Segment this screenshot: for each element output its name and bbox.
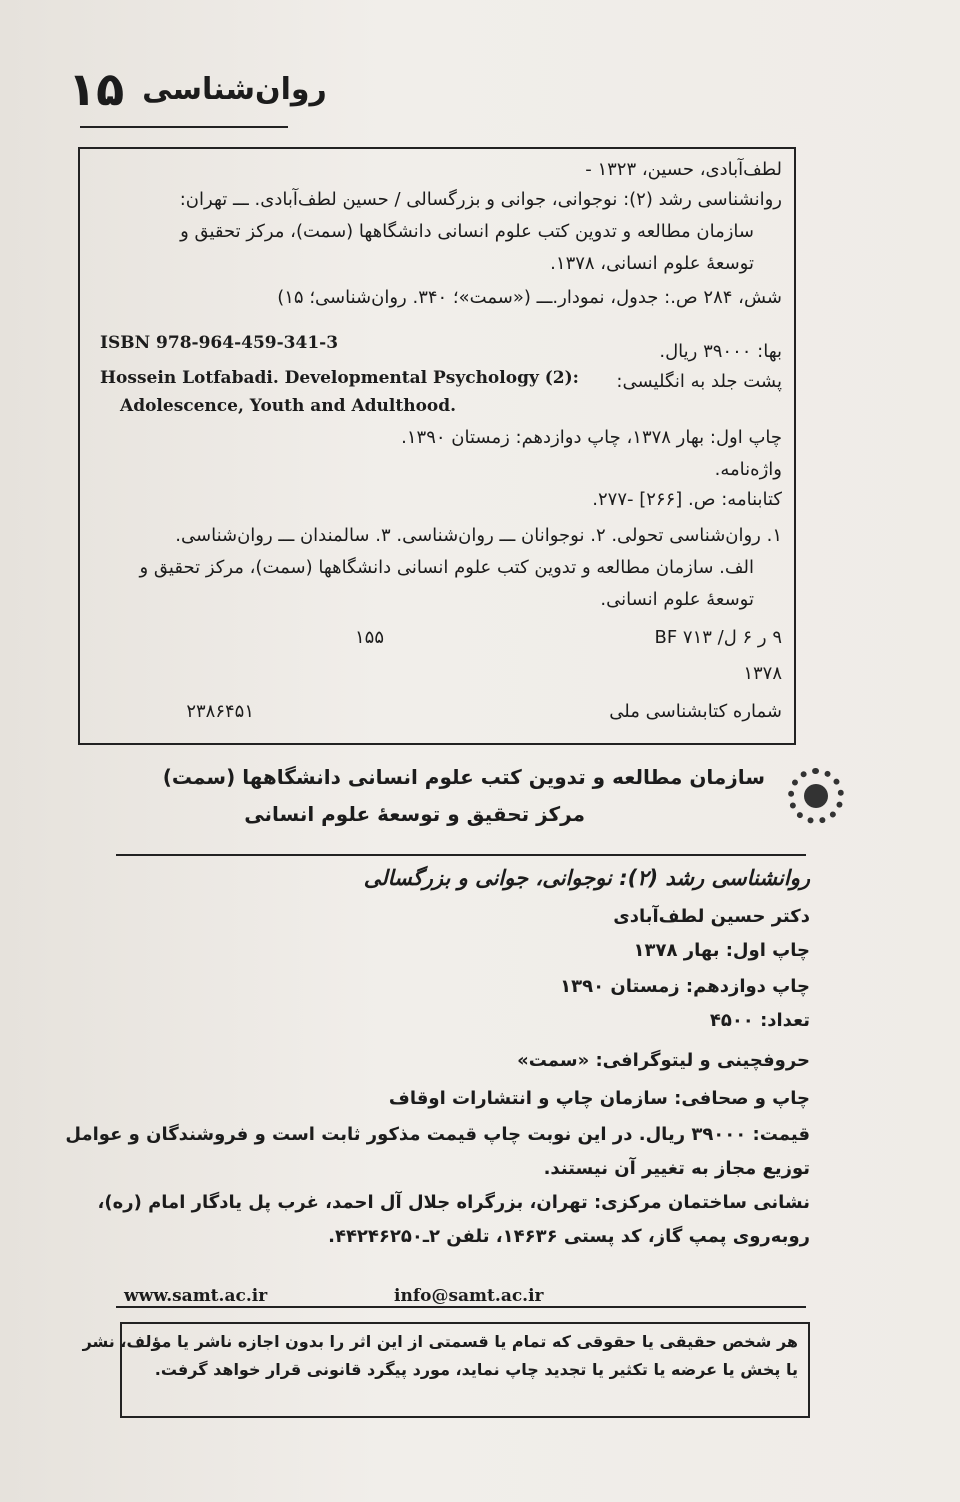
typesetting: حروفچینی و لیتوگرافی: «سمت» <box>517 1050 810 1071</box>
first-print: چاپ اول: بهار ۱۳۷۸ <box>633 940 810 961</box>
address-line2: روبه‌روی پمپ گاز، کد پستی ۱۴۶۳۶، تلفن ۲ـ۴۴۲۴۶۲۵۰. <box>328 1226 810 1247</box>
series-header <box>68 58 327 120</box>
catalog-english-title1: Hossein Lotfabadi. Developmental Psychology (2): <box>100 368 579 388</box>
catalog-isbn: ISBN 978-964-459-341-3 <box>100 333 339 353</box>
address-line1: نشانی ساختمان مرکزی: تهران، بزرگراه جلال آل احمد، غرب پل یادگار امام (ره)، <box>97 1192 810 1213</box>
book-author: دکتر حسین لطف‌آبادی <box>613 906 810 927</box>
notice-line1: هر شخص حقیقی یا حقوقی که تمام یا قسمتی از این اثر را بدون اجازه ناشر یا مؤلف، نشر <box>82 1332 798 1351</box>
catalog-added-entry1: الف. سازمان مطالعه و تدوین کتب علوم انسانی دانشگاهها (سمت)، مرکز تحقیق و <box>139 557 754 578</box>
contact-rule <box>116 1306 806 1308</box>
section-divider <box>116 854 806 856</box>
catalog-glossary: واژه‌نامه. <box>714 459 782 480</box>
series-number: ۱۵ <box>68 62 125 116</box>
catalog-year: ۱۳۷۸ <box>743 663 782 684</box>
email-link: info@samt.ac.ir <box>394 1286 544 1306</box>
cataloging-box <box>78 147 796 745</box>
catalog-editions: چاپ اول: بهار ۱۳۷۸، چاپ دوازدهم: زمستان ۱۳۹۰. <box>401 427 782 448</box>
catalog-price: بها: ۳۹۰۰۰ ریال. <box>659 341 782 362</box>
catalog-subjects: ۱. روان‌شناسی تحولی. ۲. نوجوانان ـــ روان‌شناسی. ۳. سالمندان ـــ روان‌شناسی. <box>175 525 782 546</box>
copyright-notice <box>82 1322 810 1418</box>
series-rule <box>80 126 288 128</box>
catalog-title-line1: روانشناسی رشد (۲): نوجوانی، جوانی و بزرگسالی / حسین لطف‌آبادی. ـــ تهران: <box>179 189 782 210</box>
catalog-added-entry2: توسعهٔ علوم انسانی. <box>600 589 754 610</box>
printing: چاپ و صحافی: سازمان چاپ و انتشارات اوقاف <box>388 1088 810 1109</box>
catalog-title-line3: توسعهٔ علوم انسانی، ۱۳۷۸. <box>550 253 754 274</box>
twelfth-print: چاپ دوازدهم: زمستان ۱۳۹۰ <box>560 976 810 997</box>
print-count: تعداد: ۴۵۰۰ <box>709 1010 810 1031</box>
catalog-lc-class: ۹ ر ۶ ل/ ۷۱۳ BF <box>654 627 782 648</box>
catalog-english-title2: Adolescence, Youth and Adulthood. <box>120 396 457 416</box>
notice-line2: یا پخش یا عرضه یا تکثیر یا تجدید چاپ نماید، مورد پیگرد قانونی قرار خواهد گرفت. <box>154 1360 798 1379</box>
catalog-national-number: ۲۳۸۶۴۵۱ <box>186 701 254 722</box>
book-title: روانشناسی رشد (۲): نوجوانی، جوانی و بزرگسالی <box>363 866 810 890</box>
series-name: روان‌شناسی <box>142 71 327 107</box>
catalog-bibliography: کتابنامه: ص. [۲۶۶] -۲۷۷. <box>592 489 782 510</box>
price-line2: توزیع مجاز به تغییر آن نیستند. <box>543 1158 810 1179</box>
catalog-physical: شش، ۲۸۴ ص.: جدول، نمودار.ـــ («سمت»؛ ۳۴۰. روان‌شناسی؛ ۱۵) <box>277 287 782 308</box>
catalog-author: لطف‌آبادی، حسین، ۱۳۲۳ - <box>585 159 782 180</box>
publisher-line1: سازمان مطالعه و تدوین کتب علوم انسانی دانشگاهها (سمت) <box>162 765 765 789</box>
website-link: www.samt.ac.ir <box>124 1286 268 1306</box>
catalog-title-line2: سازمان مطالعه و تدوین کتب علوم انسانی دانشگاهها (سمت)، مرکز تحقیق و <box>180 221 754 242</box>
price-line1: قیمت: ۳۹۰۰۰ ریال. در این نوبت چاپ قیمت مذکور ثابت است و فروشندگان و عوامل <box>65 1124 810 1145</box>
catalog-national-label: شماره کتابشناسی ملی <box>609 701 782 722</box>
publisher-line2: مرکز تحقیق و توسعهٔ علوم انسانی <box>244 802 585 826</box>
publisher-logo-icon <box>788 768 844 824</box>
catalog-dewey: ۱۵۵ <box>354 627 384 648</box>
catalog-english-label: پشت جلد به انگلیسی: <box>616 371 782 392</box>
